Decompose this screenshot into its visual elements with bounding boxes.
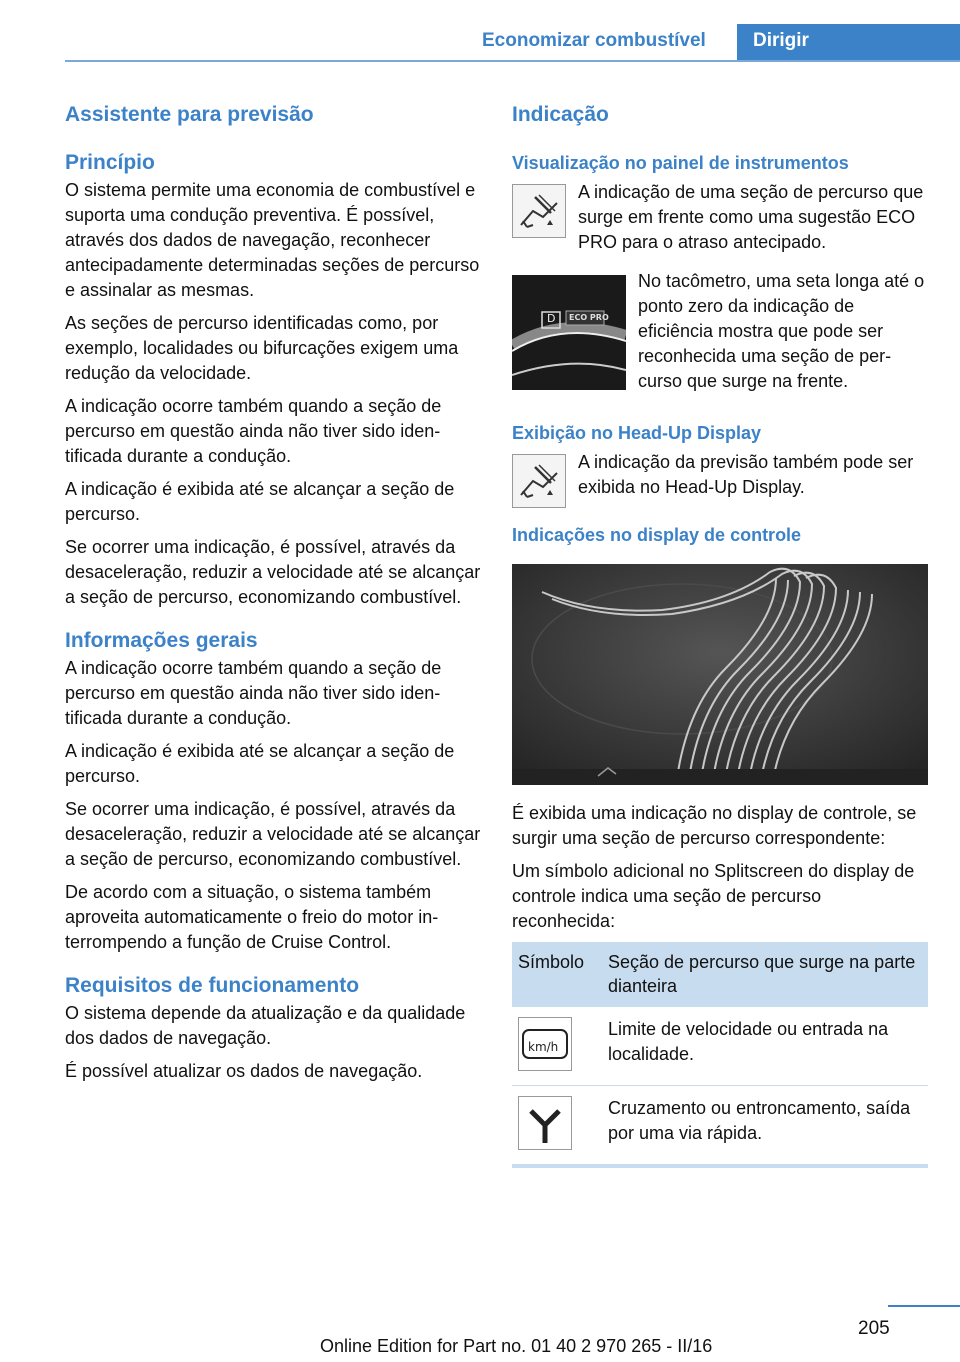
symbol-table xyxy=(512,942,928,1164)
anticipation-icon xyxy=(512,454,566,508)
speed-limit-icon xyxy=(518,1017,572,1071)
heading-display-controle: Indicações no display de controle xyxy=(512,525,802,545)
table-bottom-rule xyxy=(512,1164,928,1168)
footer-rule xyxy=(888,1305,960,1307)
section-title-indicacao: Indicação xyxy=(512,103,609,126)
paragraph: Um símbolo adicional no Splitscreen do display de controle indica uma seção de percurso reconhecida: xyxy=(512,861,915,931)
painel-block xyxy=(512,180,928,269)
paragraph: O sistema permite uma economia de combustível e suporta uma condução preventiva. É possível, através dos dados de navegação, reconhecer antecipadamente determinadas seções de percurso e assinalar as mesmas. xyxy=(65,180,480,300)
table-row xyxy=(512,1007,928,1086)
paragraph: No tacômetro, uma seta longa até o ponto zero da indicação de eficiência mostra que pode ser reconhecida uma seção de percurso que surge na frente. xyxy=(638,271,925,391)
gear-indicator-d: D xyxy=(547,312,556,325)
paragraph: A indicação é exibida até se alcançar a seção de percurso. xyxy=(65,479,455,524)
tachometer-photo xyxy=(512,275,626,390)
paragraph: Se ocorrer uma indicação, é possível, através da desaceleração, reduzir a velocidade até se alcançar a seção de percurso, economizando combustível. xyxy=(65,799,481,869)
tacometro-block xyxy=(512,269,928,420)
paragraph: A indicação ocorre também quando a seção de percurso em questão ainda não tiver sido identificada durante a condução. xyxy=(65,658,442,728)
page-number: 205 xyxy=(858,1318,890,1339)
paragraph: A indicação de uma seção de percurso que surge em frente como uma sugestão ECO PRO para o atraso antecipado. xyxy=(578,182,924,252)
paragraph: As seções de percurso identificadas como, por exemplo, localidades ou bifurcações exigem uma redução da velocidade. xyxy=(65,313,459,383)
header-section-title: Economizar combustível xyxy=(482,30,706,51)
right-column xyxy=(512,100,928,1168)
table-header-section: Seção de percurso que surge na parte dianteira xyxy=(602,942,928,1007)
speed-limit-icon-label: km/h xyxy=(528,1040,559,1054)
paragraph: A indicação da previsão também pode ser exibida no Head-Up Display. xyxy=(578,452,914,497)
left-column xyxy=(65,100,481,1092)
header-chapter-tab: Dirigir xyxy=(737,24,960,62)
eco-pro-label: ECO PRO xyxy=(569,313,609,322)
heading-requisitos: Requisitos de funcionamento xyxy=(65,974,360,997)
paragraph: A indicação é exibida até se alcançar a seção de percurso. xyxy=(65,741,455,786)
paragraph: De acordo com a situação, o sistema também aproveita automaticamente o freio do motor interrompendo a função de Cruise Control. xyxy=(65,882,439,952)
heading-informacoes-gerais: Informações gerais xyxy=(65,629,258,652)
edition-note: Online Edition for Part no. 01 40 2 970 265 - II/16 xyxy=(320,1336,713,1356)
table-header-symbol: Símbolo xyxy=(512,942,602,1007)
anticipation-icon xyxy=(512,184,566,238)
table-cell: Cruzamento ou entroncamento, saída por uma via rápida. xyxy=(602,1086,928,1165)
section-title-assistente: Assistente para previsão xyxy=(65,103,314,126)
paragraph: É exibida uma indicação no display de controle, se surgir uma seção de percurso correspondente: xyxy=(512,803,917,848)
paragraph: É possível atualizar os dados de navegação. xyxy=(65,1061,423,1081)
table-cell: Limite de velocidade ou entrada na localidade. xyxy=(602,1007,928,1086)
control-display-screenshot xyxy=(512,564,928,785)
header-rule xyxy=(65,60,960,62)
hud-block xyxy=(512,450,928,522)
heading-principio: Princípio xyxy=(65,151,155,174)
paragraph: A indicação ocorre também quando a seção de percurso em questão ainda não tiver sido identificada durante a condução. xyxy=(65,396,442,466)
junction-icon xyxy=(518,1096,572,1150)
table-row xyxy=(512,1086,928,1165)
paragraph: O sistema depende da atualização e da qualidade dos dados de navegação. xyxy=(65,1003,466,1048)
heading-painel-instrumentos: Visualização no painel de instrumentos xyxy=(512,153,849,173)
paragraph: Se ocorrer uma indicação, é possível, através da desaceleração, reduzir a velocidade até se alcançar a seção de percurso, economizando combustível. xyxy=(65,537,481,607)
heading-head-up-display: Exibição no Head-Up Display xyxy=(512,423,762,443)
